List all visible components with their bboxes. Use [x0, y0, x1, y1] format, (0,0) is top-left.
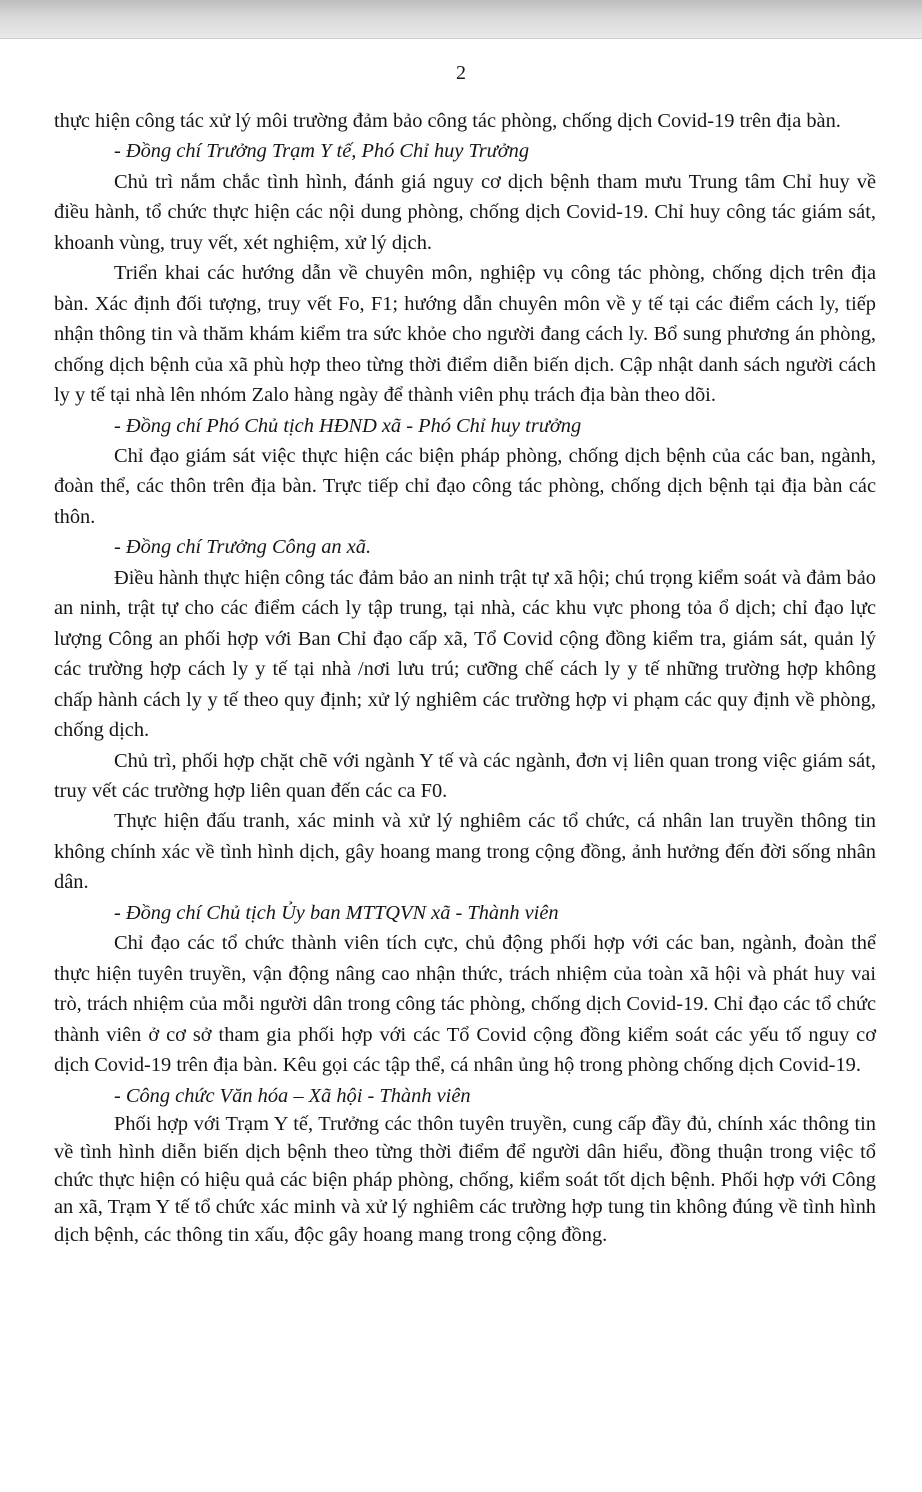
- role-heading-tram-y-te: - Đồng chí Trưởng Trạm Y tế, Phó Chỉ huy Trưởng: [114, 140, 530, 163]
- paragraph-cong-an-1: Điều hành thực hiện công tác đảm bảo an ninh trật tự xã hội; chú trọng kiểm soát và đảm bảo an ninh, trật tự cho các điểm cách ly tập trung, tại nhà, các khu vực phong tỏa ổ dịch; chỉ đạo lực lượng Công an phối hợp với Ban Chỉ đạo cấp xã, Tổ Covid cộng đồng kiểm tra, giám sát, quản lý các trường hợp cách ly y tế tại nhà /nơi lưu trú; cưỡng chế cách ly y tế những trường hợp không chấp hành cách ly y tế theo quy định; xử lý nghiêm các trường hợp vi phạm các quy định về phòng, chống dịch.: [54, 566, 876, 742]
- paragraph-tram-y-te-2: Triển khai các hướng dẫn về chuyên môn, nghiệp vụ công tác phòng, chống dịch trên địa bàn. Xác định đối tượng, truy vết Fo, F1; hướng dẫn chuyên môn về y tế tại các điểm cách ly, tiếp nhận thông tin và thăm khám kiểm tra sức khỏe cho người đang cách ly. Bổ sung phương án phòng, chống dịch bệnh của xã phù hợp theo từng thời điểm diễn biến dịch. Cập nhật danh sách người cách ly y tế tại nhà lên nhóm Zalo hàng ngày để thành viên phụ trách địa bàn theo dõi.: [54, 262, 876, 407]
- viewer-top-bar: [0, 0, 922, 39]
- role-heading-cong-an: - Đồng chí Trưởng Công an xã.: [114, 536, 372, 559]
- paragraph-van-hoa: Phối hợp với Trạm Y tế, Trưởng các thôn tuyên truyền, cung cấp đầy đủ, chính xác thông tin về tình hình diễn biến dịch bệnh theo từng thời điểm để người dân hiểu, đồng thuận trong việc tổ chức thực hiện có hiệu quả các biện pháp phòng, chống, kiểm soát tốt dịch bệnh. Phối hợp với Công an xã, Trạm Y tế tổ chức xác minh và xử lý nghiêm các trường hợp tung tin không đúng về tình hình dịch bệnh, các thông tin xấu, độc gây hoang mang trong cộng đồng.: [54, 1112, 876, 1247]
- paragraph-tram-y-te-1: Chủ trì nắm chắc tình hình, đánh giá nguy cơ dịch bệnh tham mưu Trung tâm Chỉ huy về điều hành, tổ chức thực hiện các nội dung phòng, chống dịch Covid-19. Chỉ huy công tác giám sát, khoanh vùng, truy vết, xét nghiệm, xử lý dịch.: [54, 170, 876, 254]
- document-body: [54, 106, 876, 1250]
- role-heading-hdnd: - Đồng chí Phó Chủ tịch HĐND xã - Phó Chỉ huy trưởng: [114, 414, 582, 437]
- paragraph-cong-an-2: Chủ trì, phối hợp chặt chẽ với ngành Y tế và các ngành, đơn vị liên quan trong việc giám sát, truy vết các trường hợp liên quan đến các ca F0.: [54, 749, 876, 802]
- paragraph-cong-an-3: Thực hiện đấu tranh, xác minh và xử lý nghiêm các tổ chức, cá nhân lan truyền thông tin không chính xác về tình hình dịch, gây hoang mang trong cộng đồng, ảnh hưởng đến đời sống nhân dân.: [54, 810, 876, 894]
- paragraph-mttq: Chỉ đạo các tổ chức thành viên tích cực, chủ động phối hợp với các ban, ngành, đoàn thể thực hiện tuyên truyền, vận động nâng cao nhận thức, trách nhiệm của toàn xã hội và phát huy vai trò, trách nhiệm của mỗi người dân trong công tác phòng, chống dịch Covid-19. Chỉ đạo các tổ chức thành viên ở cơ sở tham gia phối hợp với các Tổ Covid cộng đồng kiểm soát các yếu tố nguy cơ dịch Covid-19 trên địa bàn. Kêu gọi các tập thể, cá nhân ủng hộ trong phòng chống dịch Covid-19.: [54, 932, 876, 1077]
- role-heading-mttq: - Đồng chí Chủ tịch Ủy ban MTTQVN xã - Thành viên: [114, 901, 559, 924]
- paragraph-hdnd: Chỉ đạo giám sát việc thực hiện các biện pháp phòng, chống dịch bệnh của các ban, ngành, đoàn thể, các thôn trên địa bàn. Trực tiếp chỉ đạo công tác phòng, chống dịch bệnh tại địa bàn các thôn.: [54, 444, 876, 528]
- paragraph-continuation: thực hiện công tác xử lý môi trường đảm bảo công tác phòng, chống dịch Covid-19 trên địa bàn.: [54, 110, 841, 132]
- page-number: 2: [456, 62, 466, 84]
- role-heading-van-hoa: - Công chức Văn hóa – Xã hội - Thành viên: [114, 1084, 471, 1107]
